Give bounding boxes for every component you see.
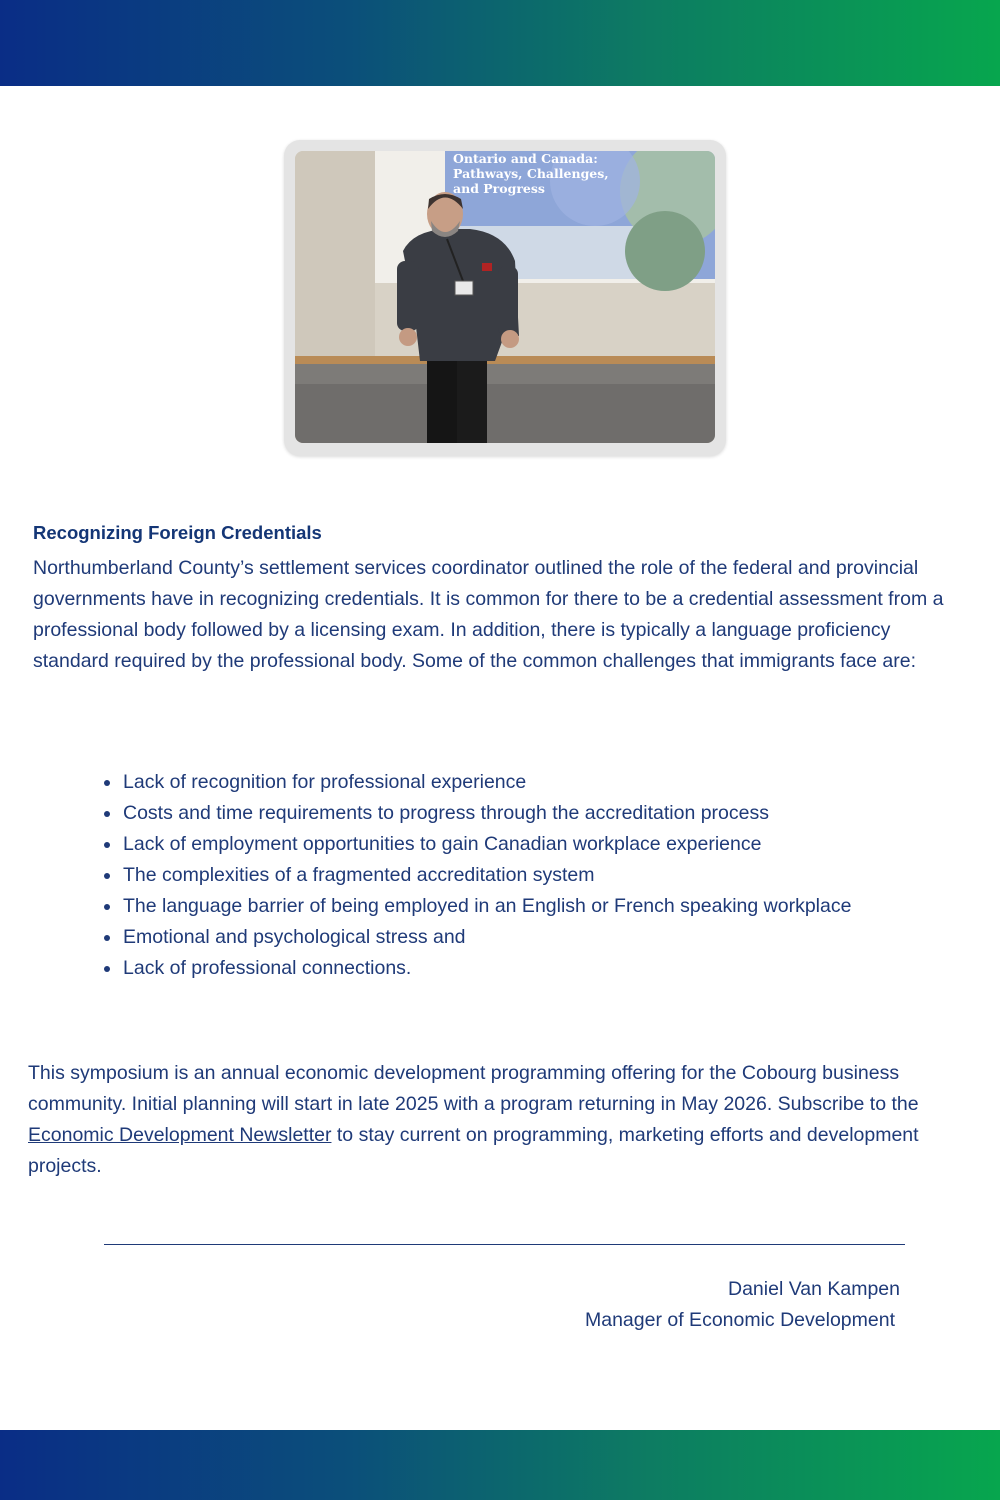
closing-text-end: to stay current on programming, marketing efforts and development projects. <box>28 1124 919 1177</box>
list-item: Costs and time requirements to progress through the accreditation process <box>104 798 984 829</box>
speaker-photo-frame <box>284 140 726 456</box>
list-item: The complexities of a fragmented accreditation system <box>104 860 984 891</box>
list-item: Lack of recognition for professional experience <box>104 767 984 798</box>
signature-name: Daniel Van Kampen <box>728 1278 900 1300</box>
list-item: Emotional and psychological stress and <box>104 922 984 953</box>
header-gradient-band <box>0 0 1000 86</box>
slide-title-line: and Progress <box>453 181 545 196</box>
closing-paragraph <box>28 1058 958 1182</box>
list-item: Lack of employment opportunities to gain Canadian workplace experience <box>104 829 984 860</box>
closing-text-start: This symposium is an annual economic development programming offering for the Cobourg business community. Initial planning will start in late 2025 with a program returning in May 2026. Subscribe to the <box>28 1062 919 1115</box>
challenges-list <box>104 767 984 984</box>
signature-title: Manager of Economic Development <box>585 1309 895 1331</box>
slide-title-line: Ontario and Canada: <box>453 151 598 166</box>
slide-title <box>453 151 623 196</box>
speaker-photo <box>295 151 715 443</box>
slide-title-line: Pathways, Challenges, <box>453 166 609 181</box>
divider <box>104 1244 905 1245</box>
newsletter-link[interactable]: Economic Development Newsletter <box>28 1124 332 1146</box>
list-item: Lack of professional connections. <box>104 953 984 984</box>
section-heading: Recognizing Foreign Credentials <box>33 522 322 543</box>
section-paragraph: Northumberland County’s settlement services coordinator outlined the role of the federal and provincial governments have in recognizing credentials. It is common for there to be a credential assessment from a professional body followed by a licensing exam. In addition, there is typically a language proficiency standard required by the professional body. Some of the common challenges that immigrants face are: <box>33 557 944 672</box>
footer-gradient-band <box>0 1430 1000 1500</box>
list-item: The language barrier of being employed in an English or French speaking workplace <box>104 891 984 922</box>
